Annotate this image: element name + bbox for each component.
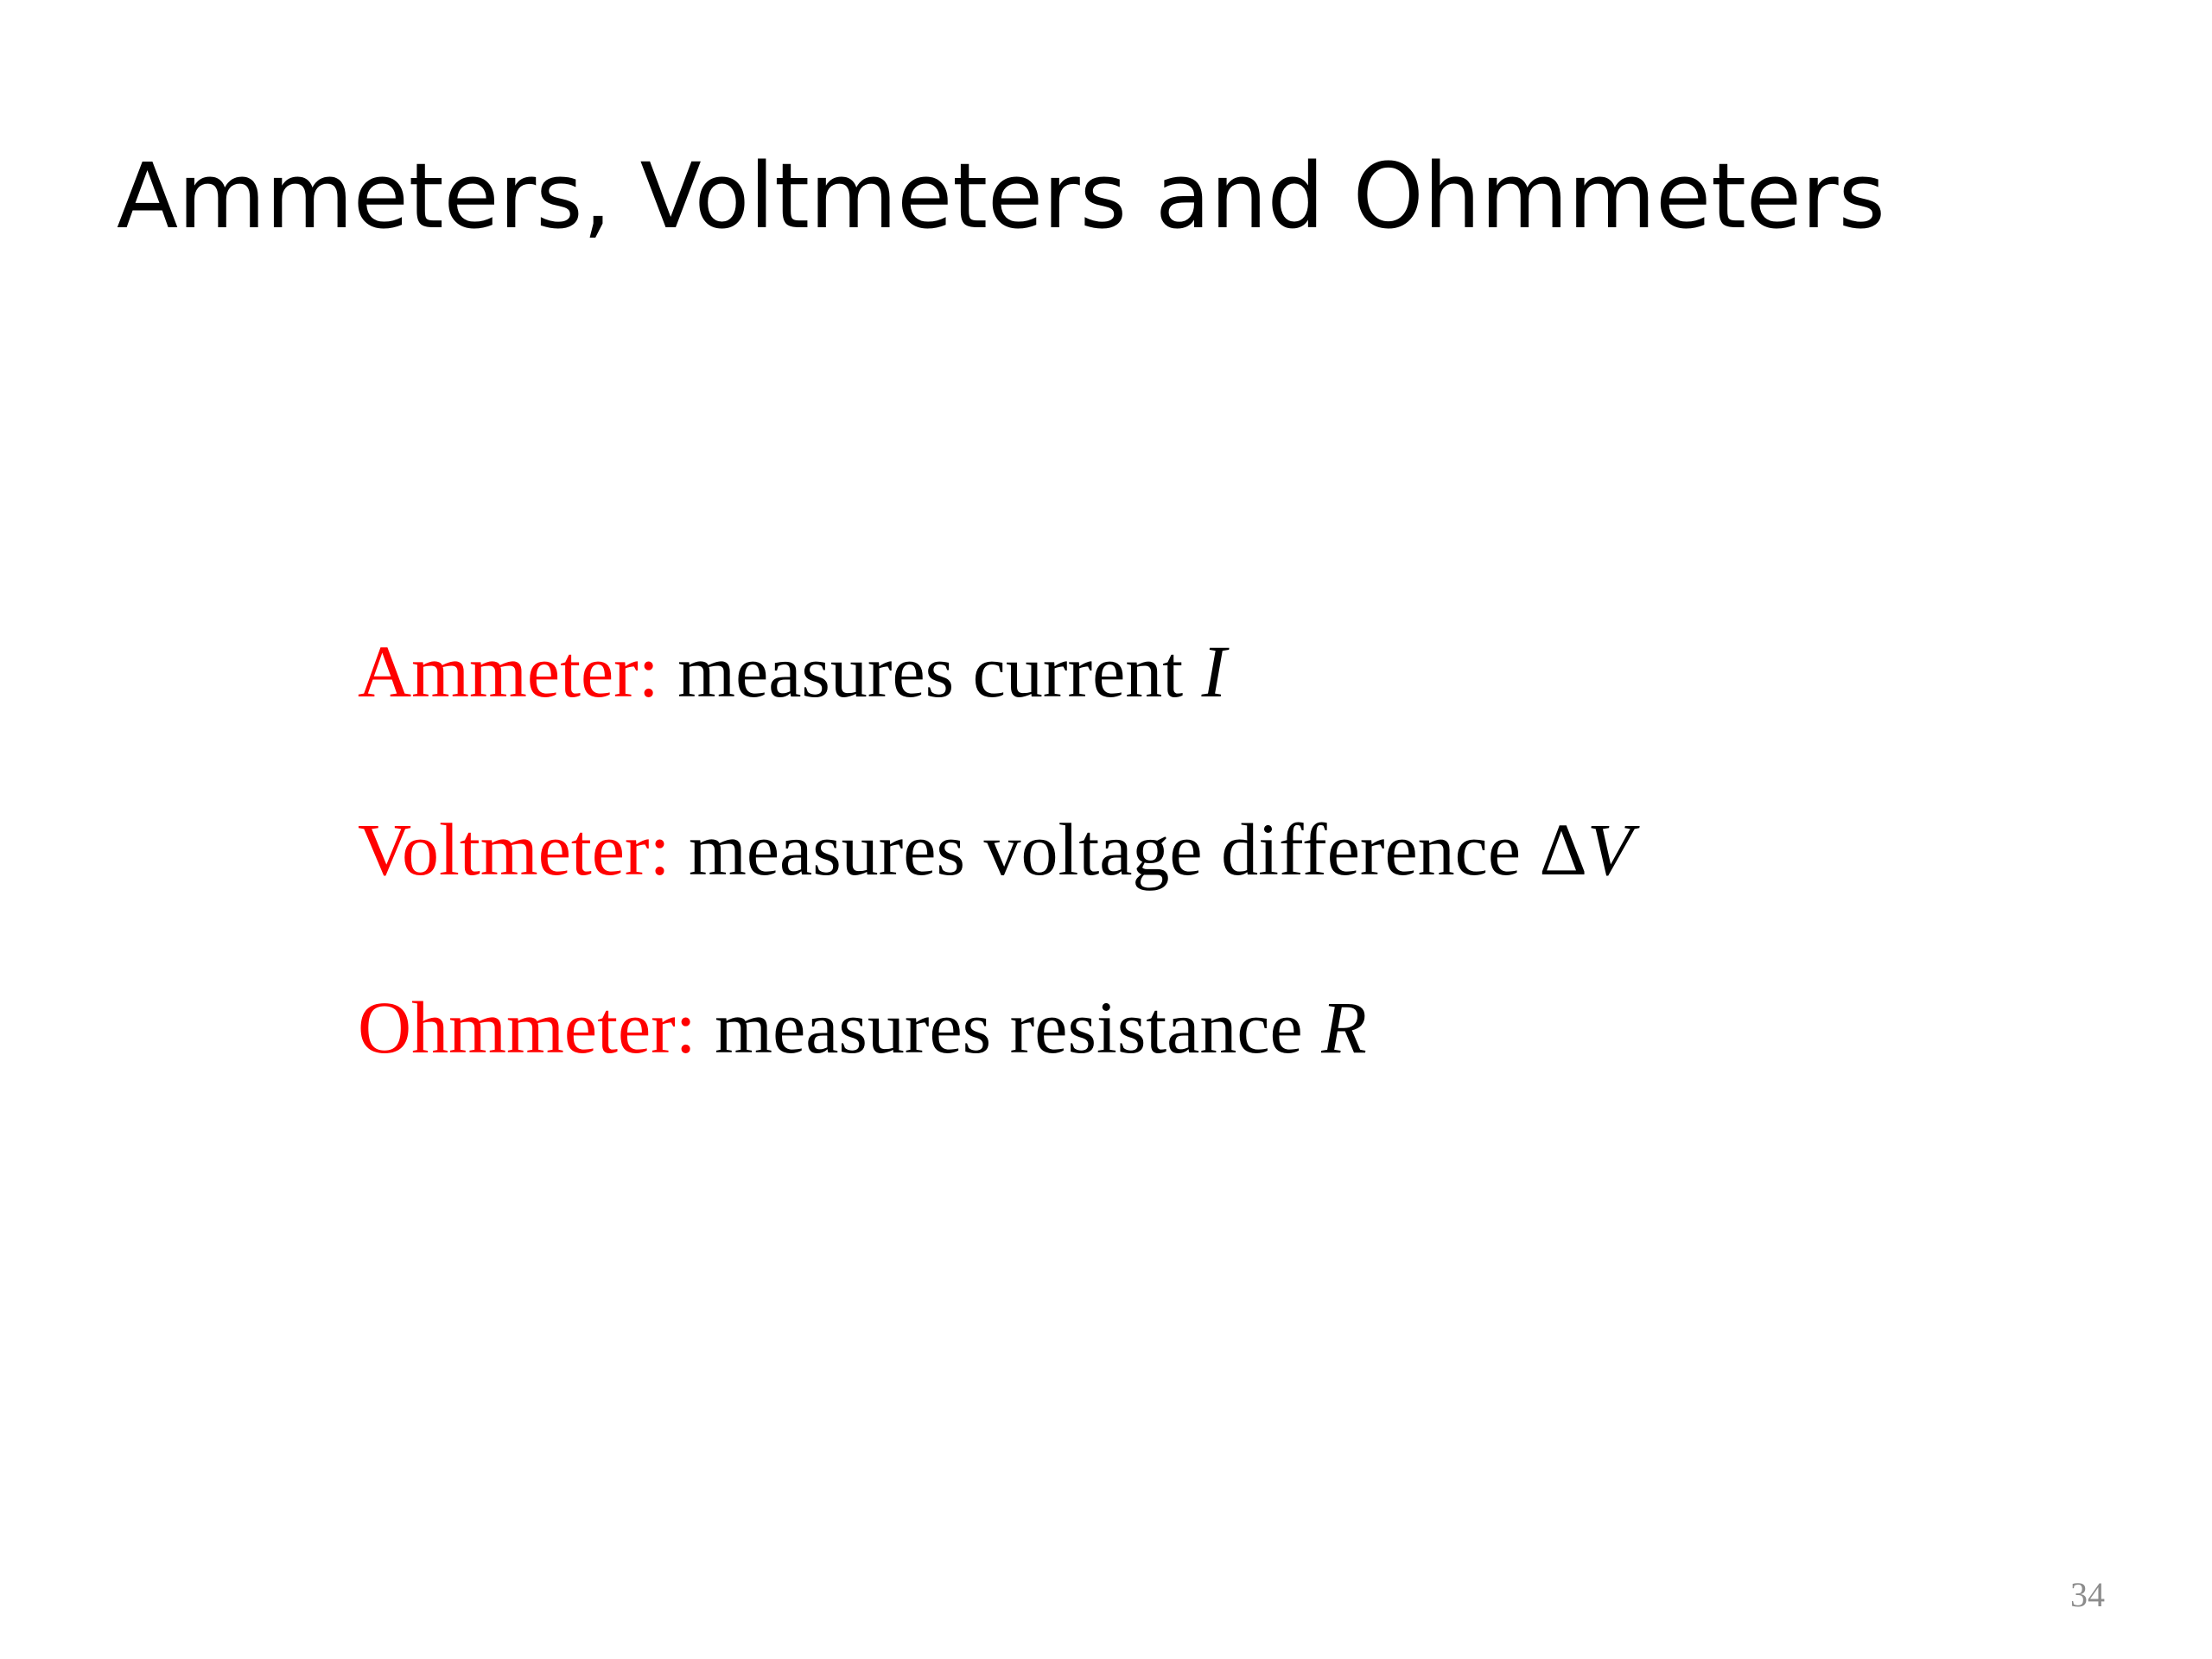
definition-ohmmeter — [358, 985, 1367, 1071]
definition-ammeter — [358, 629, 1226, 715]
slide-number: 34 — [2070, 1575, 2105, 1614]
symbol-resistance: R — [1321, 986, 1367, 1069]
term-voltmeter: Voltmeter: — [358, 808, 671, 891]
description-ohmmeter: measures resistance — [696, 986, 1322, 1069]
description-voltmeter: measures voltage difference — [670, 808, 1540, 891]
description-ammeter: measures current — [658, 630, 1202, 713]
symbol-voltage: V — [1586, 808, 1633, 891]
delta-symbol: Δ — [1539, 808, 1587, 891]
term-ammeter: Ammeter: — [358, 630, 659, 713]
definition-voltmeter — [358, 807, 1632, 893]
term-ohmmeter: Ohmmeter: — [358, 986, 696, 1069]
slide-title: Ammeters, Voltmeters and Ohmmeters — [117, 143, 1885, 249]
symbol-current: I — [1201, 630, 1227, 713]
